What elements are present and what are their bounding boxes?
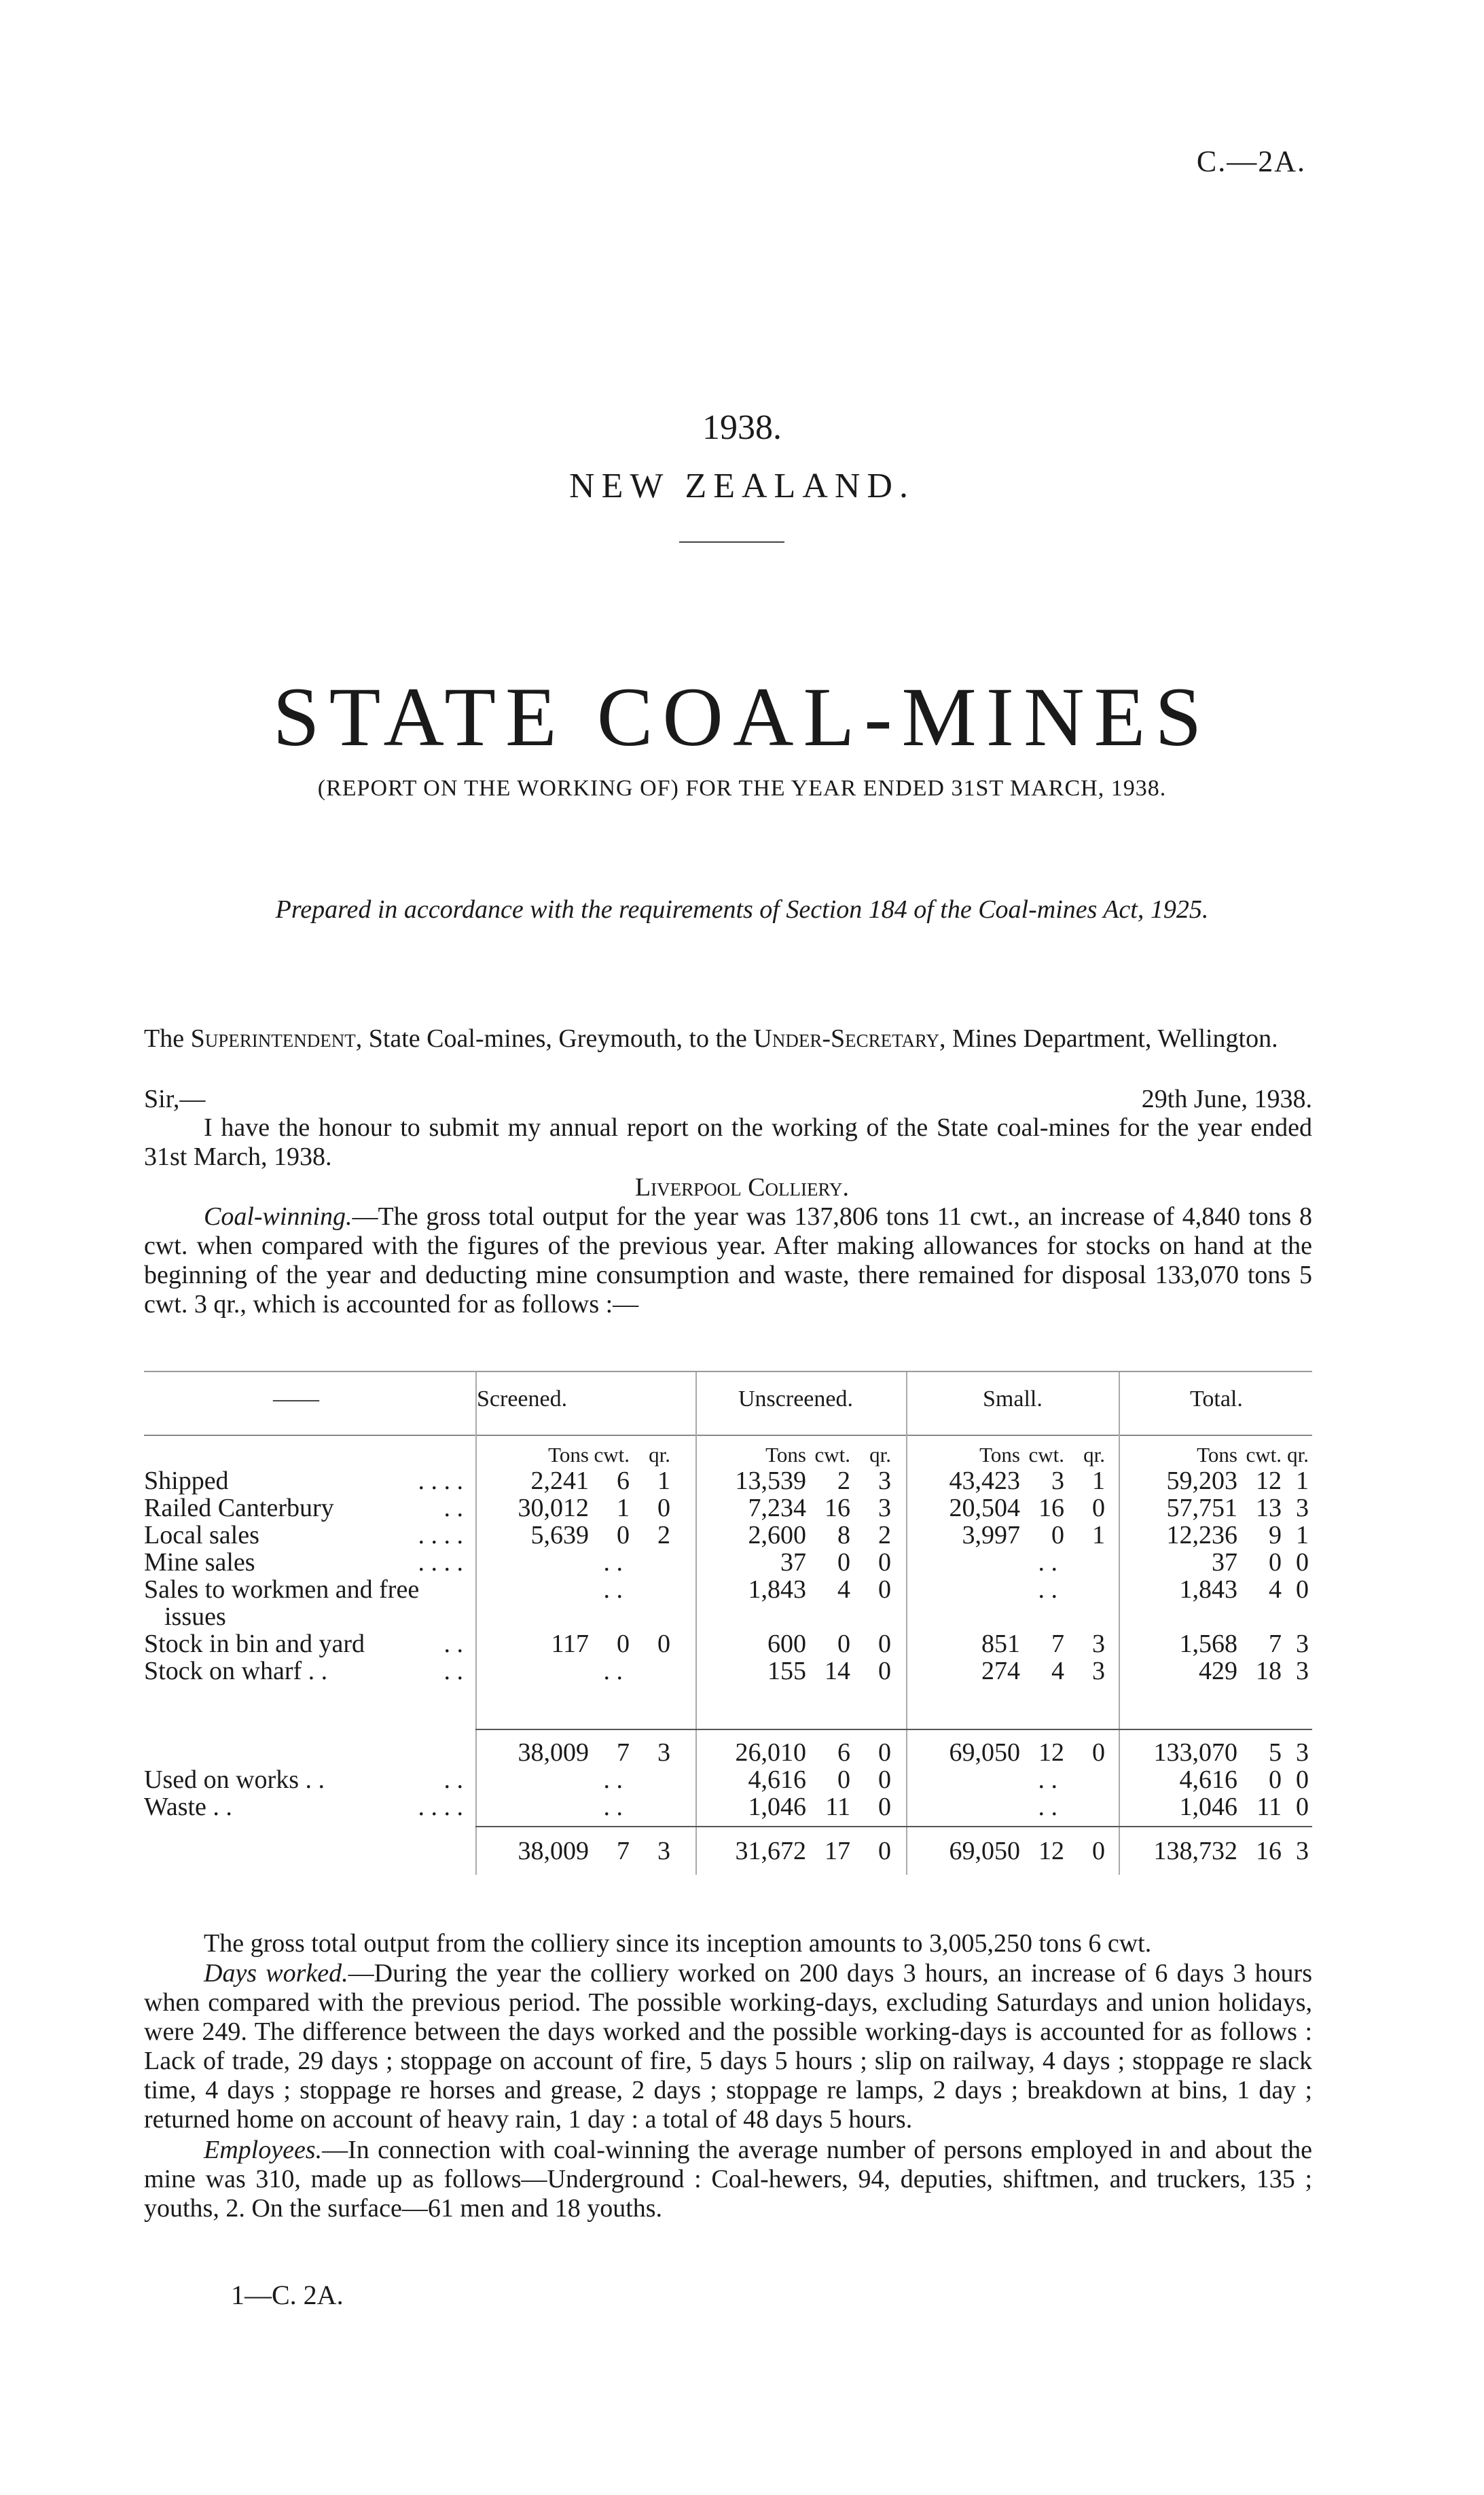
row2-1-total-qr: 0: [1296, 1793, 1309, 1821]
row-5-total-tons: 1,568: [1179, 1630, 1237, 1658]
row2-0-unscreened-qr: 0: [878, 1765, 891, 1794]
report-title: STATE COAL-MINES: [272, 670, 1212, 764]
grand-total-screened-qr: 3: [657, 1837, 670, 1865]
grand-total-total-tons: 138,732: [1153, 1837, 1237, 1865]
section-heading: Liverpool Colliery.: [634, 1173, 850, 1202]
row-0-unscreened-tons: 13,539: [735, 1467, 806, 1495]
row-3-small-blank: . .: [1038, 1548, 1057, 1577]
row-2-small-qr: 1: [1092, 1521, 1105, 1549]
subtotal-small-qr: 0: [1092, 1738, 1105, 1767]
row-6-screened-blank: . .: [603, 1657, 623, 1685]
row2-1-screened-blank: . .: [603, 1793, 623, 1821]
row-3-total-qr: 0: [1296, 1548, 1309, 1577]
subtotal-small-tons: 69,050: [949, 1738, 1020, 1767]
row-0-total-qr: 1: [1296, 1467, 1309, 1495]
row-leaders: . . . .: [418, 1467, 463, 1495]
row-label: Sales to workmen and free: [144, 1575, 420, 1604]
subtotal-unscreened-cwt: 6: [837, 1738, 850, 1767]
intro-paragraph: I have the honour to submit my annual report on the working of the State coal-mines for the year ended 31st March, 1938.: [144, 1113, 1312, 1171]
row-6-unscreened-qr: 0: [878, 1657, 891, 1685]
row-0-small-cwt: 3: [1051, 1467, 1064, 1495]
prepared-note: Prepared in accordance with the requirements of Section 184 of the Coal-mines Act, 1925.: [275, 895, 1209, 924]
row-1-small-cwt: 16: [1038, 1494, 1064, 1522]
row-4-unscreened-tons: 1,843: [748, 1575, 806, 1604]
row-5-total-cwt: 7: [1269, 1630, 1282, 1658]
row-label: Used on works . .: [144, 1765, 325, 1794]
row-2-screened-qr: 2: [657, 1521, 670, 1549]
subtotal-total-qr: 3: [1296, 1738, 1309, 1767]
unit-tons-total: Tons: [1197, 1443, 1237, 1467]
page-footer: 1—C. 2A.: [231, 2280, 344, 2310]
row-1-screened-tons: 30,012: [518, 1494, 589, 1522]
report-year: 1938.: [702, 408, 782, 447]
row2-0-total-tons: 4,616: [1179, 1765, 1237, 1794]
row-5-screened-tons: 117: [551, 1630, 589, 1658]
row-5-small-cwt: 7: [1051, 1630, 1064, 1658]
row-1-total-cwt: 13: [1256, 1494, 1282, 1522]
letter-address: The Superintendent, State Coal-mines, Greymouth, to the Under-Secretary, Mines Department, Wellington.: [144, 1024, 1278, 1053]
grand-total-unscreened-tons: 31,672: [735, 1837, 806, 1865]
row-label: Stock on wharf . .: [144, 1657, 328, 1685]
grand-total-screened-tons: 38,009: [518, 1837, 589, 1865]
subtotal-unscreened-tons: 26,010: [735, 1738, 806, 1767]
subtotal-screened-tons: 38,009: [518, 1738, 589, 1767]
row-2-small-tons: 3,997: [962, 1521, 1020, 1549]
grand-total-unscreened-qr: 0: [878, 1837, 891, 1865]
row-5-small-qr: 3: [1092, 1630, 1105, 1658]
row-1-unscreened-cwt: 16: [825, 1494, 850, 1522]
row-3-total-tons: 37: [1212, 1548, 1237, 1577]
unit-qr-unscreened: qr.: [869, 1443, 891, 1467]
country-heading: NEW ZEALAND.: [569, 467, 915, 505]
grand-total-unscreened-cwt: 17: [825, 1837, 850, 1865]
unit-qr-total: qr.: [1287, 1443, 1309, 1467]
unit-cwt-small: cwt.: [1028, 1443, 1064, 1467]
row-label: Railed Canterbury: [144, 1494, 334, 1522]
row-1-unscreened-qr: 3: [878, 1494, 891, 1522]
subtotal-unscreened-qr: 0: [878, 1738, 891, 1767]
row-leaders: . . . .: [418, 1521, 463, 1549]
days-worked-paragraph: Days worked.—During the year the colliery worked on 200 days 3 hours, an increase of 6 days 3 hours when compared with the previous period. The possible working-days, excluding Saturdays and union holidays, were 249. The difference between the days worked and the possible working-days is accounted for as follows : Lack of trade, 29 days ; stoppage on account of fire, 5 days 5 hours ; slip on railway, 4 days ; stoppage re slack time, 4 days ; stoppage re horses and grease, 2 days ; stoppage re lamps, 2 days ; breakdown at bins, 1 day ; returned home on account of heavy rain, 1 day : a total of 48 days 5 hours.: [144, 1959, 1313, 2134]
row-0-screened-cwt: 6: [617, 1467, 630, 1495]
unit-tons-small: Tons: [979, 1443, 1020, 1467]
row-leaders: . .: [444, 1630, 463, 1658]
row2-1-total-tons: 1,046: [1179, 1793, 1237, 1821]
col-small: Small.: [983, 1386, 1043, 1412]
row-4-unscreened-qr: 0: [878, 1575, 891, 1604]
row-5-screened-qr: 0: [657, 1630, 670, 1658]
row-label: Stock in bin and yard: [144, 1630, 365, 1658]
row-1-unscreened-tons: 7,234: [748, 1494, 806, 1522]
col-total: Total.: [1190, 1386, 1243, 1412]
row-3-screened-blank: . .: [603, 1548, 623, 1577]
row2-0-total-cwt: 0: [1269, 1765, 1282, 1794]
row-2-small-cwt: 0: [1051, 1521, 1064, 1549]
row-6-total-qr: 3: [1296, 1657, 1309, 1685]
row-0-unscreened-cwt: 2: [837, 1467, 850, 1495]
grand-total-total-cwt: 16: [1256, 1837, 1282, 1865]
row-5-unscreened-cwt: 0: [837, 1630, 850, 1658]
subtotal-total-cwt: 5: [1269, 1738, 1282, 1767]
row-1-total-qr: 3: [1296, 1494, 1309, 1522]
row2-1-small-blank: . .: [1038, 1793, 1057, 1821]
row-2-screened-cwt: 0: [617, 1521, 630, 1549]
row-leaders: . . . .: [418, 1793, 463, 1821]
row-4-total-cwt: 4: [1269, 1575, 1282, 1604]
row-0-screened-qr: 1: [657, 1467, 670, 1495]
row-2-screened-tons: 5,639: [530, 1521, 589, 1549]
row-5-unscreened-qr: 0: [878, 1630, 891, 1658]
row-6-small-qr: 3: [1092, 1657, 1105, 1685]
disposal-table: [144, 1359, 1312, 1888]
row-leaders: . .: [444, 1494, 463, 1522]
row2-1-unscreened-cwt: 11: [825, 1793, 850, 1821]
row2-0-unscreened-tons: 4,616: [748, 1765, 806, 1794]
unit-tons-unscreened: Tons: [765, 1443, 806, 1467]
row-0-small-qr: 1: [1092, 1467, 1105, 1495]
row2-1-unscreened-qr: 0: [878, 1793, 891, 1821]
row-2-unscreened-tons: 2,600: [748, 1521, 806, 1549]
row-3-total-cwt: 0: [1269, 1548, 1282, 1577]
grand-total-screened-cwt: 7: [617, 1837, 630, 1865]
row-0-total-cwt: 12: [1256, 1467, 1282, 1495]
grand-total-total-qr: 3: [1296, 1837, 1309, 1865]
row-5-small-tons: 851: [981, 1630, 1020, 1658]
row-2-total-cwt: 9: [1269, 1521, 1282, 1549]
gross-output-paragraph: The gross total output from the colliery since its inception amounts to 3,005,250 tons 6 cwt.: [204, 1929, 1152, 1958]
subtotal-screened-qr: 3: [657, 1738, 670, 1767]
col-unscreened: Unscreened.: [738, 1386, 853, 1412]
row-3-unscreened-qr: 0: [878, 1548, 891, 1577]
table-corner: ——: [273, 1386, 319, 1412]
row-leaders: . .: [444, 1765, 463, 1794]
unit-tons-screened: Tons: [548, 1443, 589, 1467]
row-leaders: . .: [444, 1657, 463, 1685]
row-1-small-tons: 20,504: [949, 1494, 1020, 1522]
row-2-total-tons: 12,236: [1166, 1521, 1237, 1549]
row-3-unscreened-tons: 37: [780, 1548, 806, 1577]
row-5-screened-cwt: 0: [617, 1630, 630, 1658]
unit-qr-small: qr.: [1083, 1443, 1105, 1467]
row-5-unscreened-tons: 600: [767, 1630, 806, 1658]
row2-0-total-qr: 0: [1296, 1765, 1309, 1794]
row-4-unscreened-cwt: 4: [837, 1575, 850, 1604]
row-label-cont: issues: [164, 1602, 226, 1631]
employees-paragraph: Employees.—In connection with coal-winning the average number of persons employed in and about the mine was 310, made up as follows—Underground : Coal-hewers, 94, deputies, shiftmen, and truckers, 135 ; youths, 2. On the surface—61 men and 18 youths.: [144, 2136, 1312, 2223]
grand-total-small-qr: 0: [1092, 1837, 1105, 1865]
unit-qr-screened: qr.: [649, 1443, 670, 1467]
row-6-unscreened-tons: 155: [767, 1657, 806, 1685]
row2-0-unscreened-cwt: 0: [837, 1765, 850, 1794]
row-2-unscreened-cwt: 8: [837, 1521, 850, 1549]
grand-total-small-cwt: 12: [1038, 1837, 1064, 1865]
row-6-unscreened-cwt: 14: [825, 1657, 850, 1685]
row2-1-total-cwt: 11: [1256, 1793, 1282, 1821]
row-1-total-tons: 57,751: [1166, 1494, 1237, 1522]
row2-0-small-blank: . .: [1038, 1765, 1057, 1794]
row-1-small-qr: 0: [1092, 1494, 1105, 1522]
row-4-total-tons: 1,843: [1179, 1575, 1237, 1604]
row-label: Waste . .: [144, 1793, 232, 1821]
report-subtitle: (REPORT ON THE WORKING OF) FOR THE YEAR ENDED 31ST MARCH, 1938.: [317, 776, 1167, 801]
unit-cwt-unscreened: cwt.: [814, 1443, 850, 1467]
col-screened: Screened.: [477, 1386, 568, 1412]
letter-date: 29th June, 1938.: [1141, 1085, 1312, 1113]
row-2-total-qr: 1: [1296, 1521, 1309, 1549]
unit-cwt-total: cwt.: [1246, 1443, 1282, 1467]
subtotal-screened-cwt: 7: [617, 1738, 630, 1767]
row2-0-screened-blank: . .: [603, 1765, 623, 1794]
subtotal-small-cwt: 12: [1038, 1738, 1064, 1767]
row-6-total-tons: 429: [1199, 1657, 1237, 1685]
row-6-small-cwt: 4: [1051, 1657, 1064, 1685]
grand-total-small-tons: 69,050: [949, 1837, 1020, 1865]
row2-1-unscreened-tons: 1,046: [748, 1793, 806, 1821]
row-1-screened-qr: 0: [657, 1494, 670, 1522]
row-4-small-blank: . .: [1038, 1575, 1057, 1604]
row-5-total-qr: 3: [1296, 1630, 1309, 1658]
row-4-screened-blank: . .: [603, 1575, 623, 1604]
row-4-total-qr: 0: [1296, 1575, 1309, 1604]
row-0-screened-tons: 2,241: [530, 1467, 589, 1495]
row-6-total-cwt: 18: [1256, 1657, 1282, 1685]
unit-cwt-screened: cwt.: [594, 1443, 630, 1467]
subtotal-total-tons: 133,070: [1153, 1738, 1237, 1767]
row-label: Local sales: [144, 1521, 259, 1549]
row-0-unscreened-qr: 3: [878, 1467, 891, 1495]
row-3-unscreened-cwt: 0: [837, 1548, 850, 1577]
divider-rule: [679, 541, 784, 543]
row-label: Mine sales: [144, 1548, 255, 1577]
document-reference: C.—2A.: [1196, 145, 1306, 178]
row-0-total-tons: 59,203: [1166, 1467, 1237, 1495]
coal-winning-paragraph: Coal-winning.—The gross total output for the year was 137,806 tons 11 cwt., an increase of 4,840 tons 8 cwt. when compared with the figures of the previous year. After making allowances for stocks on hand at the beginning of the year and deducting mine consumption and waste, there remained for disposal 133,070 tons 5 cwt. 3 qr., which is accounted for as follows :—: [144, 1202, 1312, 1318]
row-6-small-tons: 274: [981, 1657, 1020, 1685]
salutation: Sir,—: [144, 1085, 206, 1113]
row-label: Shipped: [144, 1467, 229, 1495]
row-1-screened-cwt: 1: [617, 1494, 630, 1522]
row-2-unscreened-qr: 2: [878, 1521, 891, 1549]
row-0-small-tons: 43,423: [949, 1467, 1020, 1495]
row-leaders: . . . .: [418, 1548, 463, 1577]
